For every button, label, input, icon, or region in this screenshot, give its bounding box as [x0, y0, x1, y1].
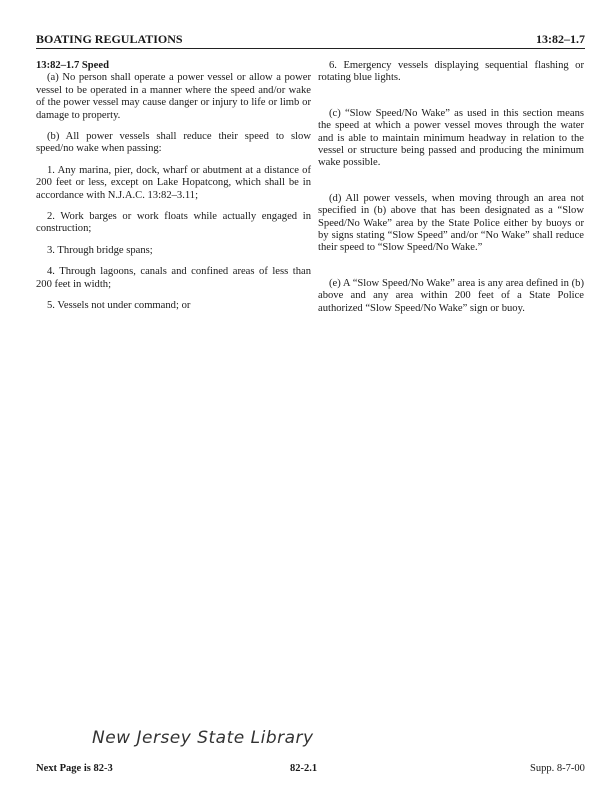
- paragraph-d: (d) All power vessels, when moving through an area not specified in (b) above that has been designated as a “Slow Speed/No Wake” area by the State Police either by buoys or by signs stating “Slow Speed” and/or “No Wake” shall reduce their speed to “Slow Speed/No Wake.”: [318, 192, 584, 254]
- list-item-4: 4. Through lagoons, canals and confined areas of less than 200 feet in width;: [36, 266, 311, 290]
- paragraph-e: (e) A “Slow Speed/No Wake” area is any area defined in (b) above and any area within 200 feet of a State Police authorized “Slow Speed/No Wake” sign or buoy.: [318, 277, 584, 314]
- right-column: [318, 60, 584, 324]
- library-stamp: New Jersey State Library: [92, 728, 314, 748]
- footer-next-page: Next Page is 82-3: [36, 763, 113, 774]
- footer-supplement: Supp. 8-7-00: [530, 763, 585, 774]
- list-item-2: 2. Work barges or work floats while actually engaged in construction;: [36, 211, 311, 235]
- list-item-3: 3. Through bridge spans;: [47, 244, 153, 256]
- section-title: 13:82–1.7 Speed: [36, 60, 109, 71]
- paragraph-a: (a) No person shall operate a power vessel or allow a power vessel to be operated in a manner where the speed and/or wake of the power vessel may cause danger or injury to life or limb or damage to property.: [36, 72, 311, 121]
- header-section-number: 13:82–1.7: [536, 32, 585, 46]
- header-title: BOATING REGULATIONS: [36, 32, 183, 46]
- list-item-1: 1. Any marina, pier, dock, wharf or abutment at a distance of 200 feet or less, except on Lake Hopatcong, which shall be in accordance with N.J.A.C. 13:82–3.11;: [36, 164, 311, 201]
- list-item-5: 5. Vessels not under command; or: [47, 300, 191, 312]
- page-header: [36, 30, 585, 49]
- paragraph-c: (c) “Slow Speed/No Wake” as used in this section means the speed at which a power vessel moves through the water and is able to maintain minimum headway in relation to the vessel or structure being passed and producing the minimum wake possible.: [318, 107, 584, 169]
- left-column: [36, 60, 311, 322]
- list-item-6: 6. Emergency vessels displaying sequential flashing or rotating blue lights.: [318, 60, 584, 84]
- footer-page-number: 82-2.1: [290, 763, 318, 774]
- paragraph-b: (b) All power vessels shall reduce their speed to slow speed/no wake when passing:: [36, 131, 311, 155]
